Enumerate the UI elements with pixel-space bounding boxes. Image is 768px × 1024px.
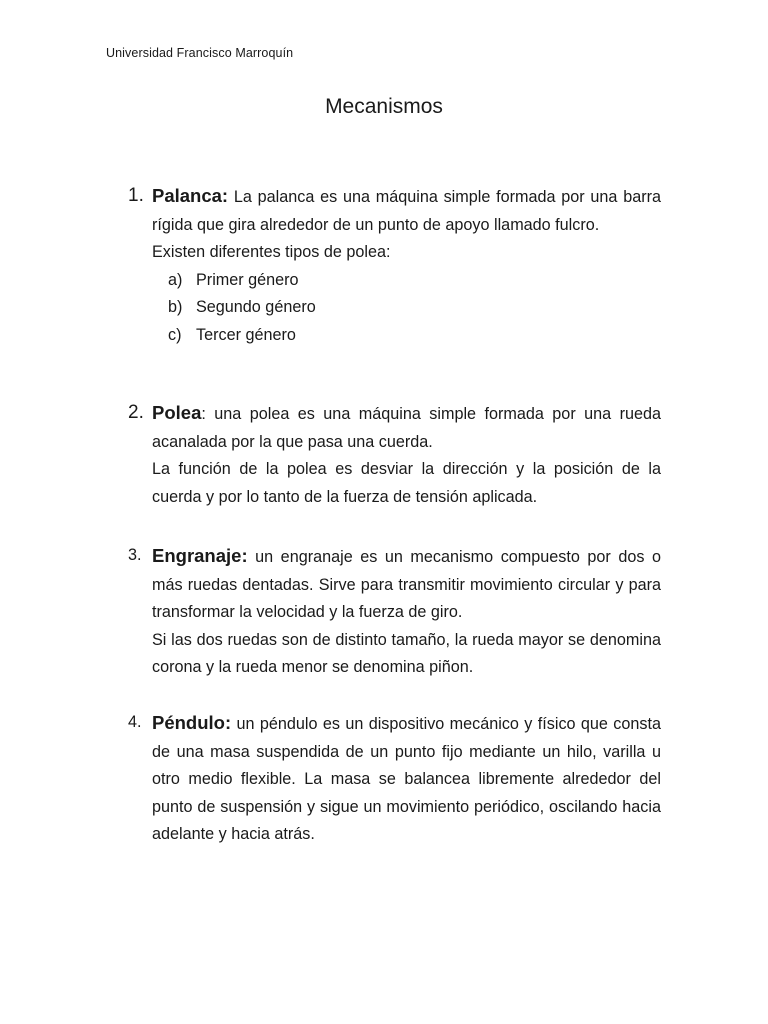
- definition-paragraph: [152, 542, 661, 627]
- sub-list-letter: c): [168, 325, 182, 344]
- list-item-body: [152, 542, 661, 682]
- definition-text: un engranaje es un mecanismo compuesto por dos o más ruedas dentadas. Sirve para transmitir movimiento circular y para transformar la velocidad y la fuerza de giro.: [152, 548, 661, 621]
- list-item-number: 4.: [128, 713, 142, 731]
- list-item-engranaje: [128, 542, 661, 682]
- sub-list-text: Tercer género: [196, 325, 296, 344]
- term-label: Péndulo:: [152, 712, 232, 733]
- sub-list: [152, 267, 661, 350]
- term-label: Palanca:: [152, 185, 229, 206]
- list-item-palanca: [128, 182, 661, 349]
- list-item-body: [152, 709, 661, 849]
- definition-paragraph: [152, 182, 661, 239]
- document-title: Mecanismos: [325, 95, 443, 118]
- term-label: Engranaje:: [152, 545, 248, 566]
- page-header: Universidad Francisco Marroquín: [106, 46, 294, 60]
- extra-paragraph: Existen diferentes tipos de polea:: [152, 243, 391, 261]
- sub-list-text: Segundo género: [196, 298, 316, 316]
- list-item-body: [152, 399, 661, 511]
- sub-list-letter: b): [168, 298, 183, 316]
- definition-paragraph: [152, 399, 661, 456]
- list-item-pendulo: [128, 709, 661, 849]
- definition-text: La palanca es una máquina simple formada por una barra rígida que gira alrededor de un punto de apoyo llamado fulcro.: [152, 188, 661, 234]
- sub-list-letter: a): [168, 270, 183, 289]
- extra-paragraph: La función de la polea es desviar la dirección y la posición de la cuerda y por lo tanto de la fuerza de tensión aplicada.: [152, 460, 661, 506]
- term-label: Polea: [152, 402, 202, 423]
- list-item-polea: [128, 399, 661, 511]
- sub-list-item: [152, 294, 661, 322]
- list-item-body: [152, 182, 661, 349]
- definition-paragraph: [152, 709, 661, 849]
- sub-list-item: [152, 267, 661, 295]
- sub-list-item: [152, 322, 661, 350]
- list-item-number: 3.: [128, 546, 142, 564]
- extra-paragraph: Si las dos ruedas son de distinto tamaño, la rueda mayor se denomina corona y la rueda menor se denomina piñon.: [152, 630, 661, 676]
- definition-text: un péndulo es un dispositivo mecánico y físico que consta de una masa suspendida de un punto fijo mediante un hilo, varilla u otro medio flexible. La masa se balancea libremente alrededor del punto de suspensión y sigue un movimiento periódico, oscilando hacia adelante y hacia atrás.: [152, 715, 661, 843]
- list-item-number: 2.: [128, 402, 144, 423]
- list-item-number: 1.: [128, 185, 144, 206]
- definition-text: : una polea es una máquina simple formada por una rueda acanalada por la que pasa una cuerda.: [152, 405, 661, 451]
- sub-list-text: Primer género: [196, 270, 299, 289]
